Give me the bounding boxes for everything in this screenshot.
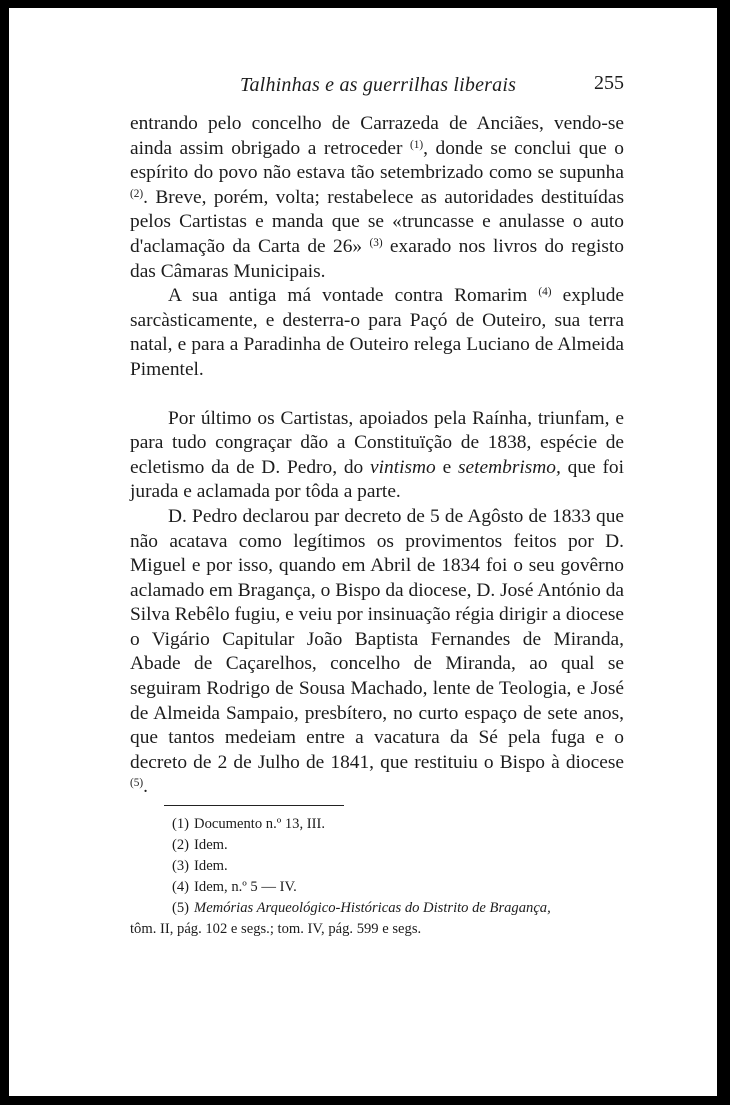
- text-run: , donde se conclui que o espírito do povo não estava tão setembrizado como se supunha: [130, 137, 624, 184]
- text-run: .: [143, 776, 148, 798]
- page-header: [130, 72, 624, 102]
- footnote-mark: (1): [172, 816, 190, 832]
- paragraph: [130, 407, 624, 505]
- footnote-separator: [164, 805, 344, 806]
- page-number: 255: [594, 72, 624, 94]
- text-run: que foi jurada e aclamada por tôda a parte.: [130, 456, 624, 503]
- text-run: . Breve, porém, volta; restabelece as autoridades destituídas pelos Cartistas e manda que se «truncasse e anulasse o auto d'aclamação da Carta de 26»: [130, 186, 624, 257]
- book-page: [9, 8, 717, 1096]
- text-run: D. Pedro declarou par decreto de 5 de Agôsto de 1833 que não acatava como legítimos os provimentos feitos por D. Miguel e por isso, quando em Abril de 1834 foi o seu govêrno aclamado em Bragança, o Bispo da diocese, D. José António da Silva Rebêlo fugiu, e veiu por insinuação régia dirigir a diocese o Vigário Capitular João Baptista Fernandes de Miranda, Abade de Caçarelhos, concelho de Miranda, ao qual se seguiram Rodrigo de Sousa Machado, lente de Teologia, e José de Almeida Sampaio, presbítero, no curto espaço de sete anos, que tantos medeiam entre a vacatura da Sé pela fuga e o decreto de 2 de Julho de 1841, que restituiu o Bispo à diocese: [130, 505, 624, 773]
- footnote: [130, 835, 624, 856]
- footnote: [130, 814, 624, 835]
- text-run: Documento n.º 13, III.: [194, 816, 326, 832]
- italic-text: vintismo: [370, 456, 436, 478]
- footnote-mark: (4): [172, 879, 190, 895]
- text-run: explude sarcàsticamente, e desterra-o para Paçó de Outeiro, sua terra natal, e para a Paradinha de Outeiro relega Luciano de Almeida Pimentel.: [130, 285, 624, 380]
- italic-text: setembrismo,: [457, 456, 561, 478]
- text-run: Idem.: [194, 858, 228, 874]
- footnote-mark: (2): [172, 837, 190, 853]
- paragraph: [130, 112, 624, 284]
- footnote: [130, 856, 624, 877]
- text-run: Idem.: [194, 837, 228, 853]
- text-run: Idem, n.º 5 — IV.: [194, 879, 297, 895]
- text-run: entrando pelo concelho de Carrazeda de Anciães, vendo-se ainda assim obrigado a retroceder: [130, 113, 624, 159]
- body-text: [130, 112, 624, 800]
- footnote-mark: (3): [172, 858, 190, 874]
- paragraph: [130, 284, 624, 382]
- text-run: exarado nos livros do registo das Câmaras Municipais.: [130, 235, 624, 282]
- footnote-reference: (1): [409, 138, 424, 151]
- footnote-reference: (2): [130, 187, 144, 200]
- paragraph-gap: [130, 383, 624, 407]
- footnote-continuation: [130, 919, 624, 940]
- italic-text: Memórias Arqueológico-Históricas do Distrito de Bragança,: [194, 900, 551, 916]
- footnote-reference: (4): [538, 285, 552, 298]
- footnote: [130, 898, 624, 919]
- text-run: Por último os Cartistas, apoiados pela Raínha, triunfam, e para tudo congraçar dão a Constituïção de 1838, espécie de ecletismo da de D. Pedro, do: [130, 407, 624, 478]
- footnote: [130, 877, 624, 898]
- footnotes: [130, 814, 624, 940]
- text-run: tôm. II, pág. 102 e segs.; tom. IV, pág. 599 e segs.: [130, 921, 422, 937]
- footnote-mark: (5): [172, 900, 190, 916]
- running-title: Talhinhas e as guerrilhas liberais: [240, 74, 517, 96]
- paragraph: [130, 505, 624, 800]
- footnote-reference: (5): [130, 777, 144, 790]
- text-run: A sua antiga má vontade contra Romarim: [168, 285, 539, 307]
- text-run: e: [435, 456, 458, 478]
- footnote-reference: (3): [369, 236, 383, 249]
